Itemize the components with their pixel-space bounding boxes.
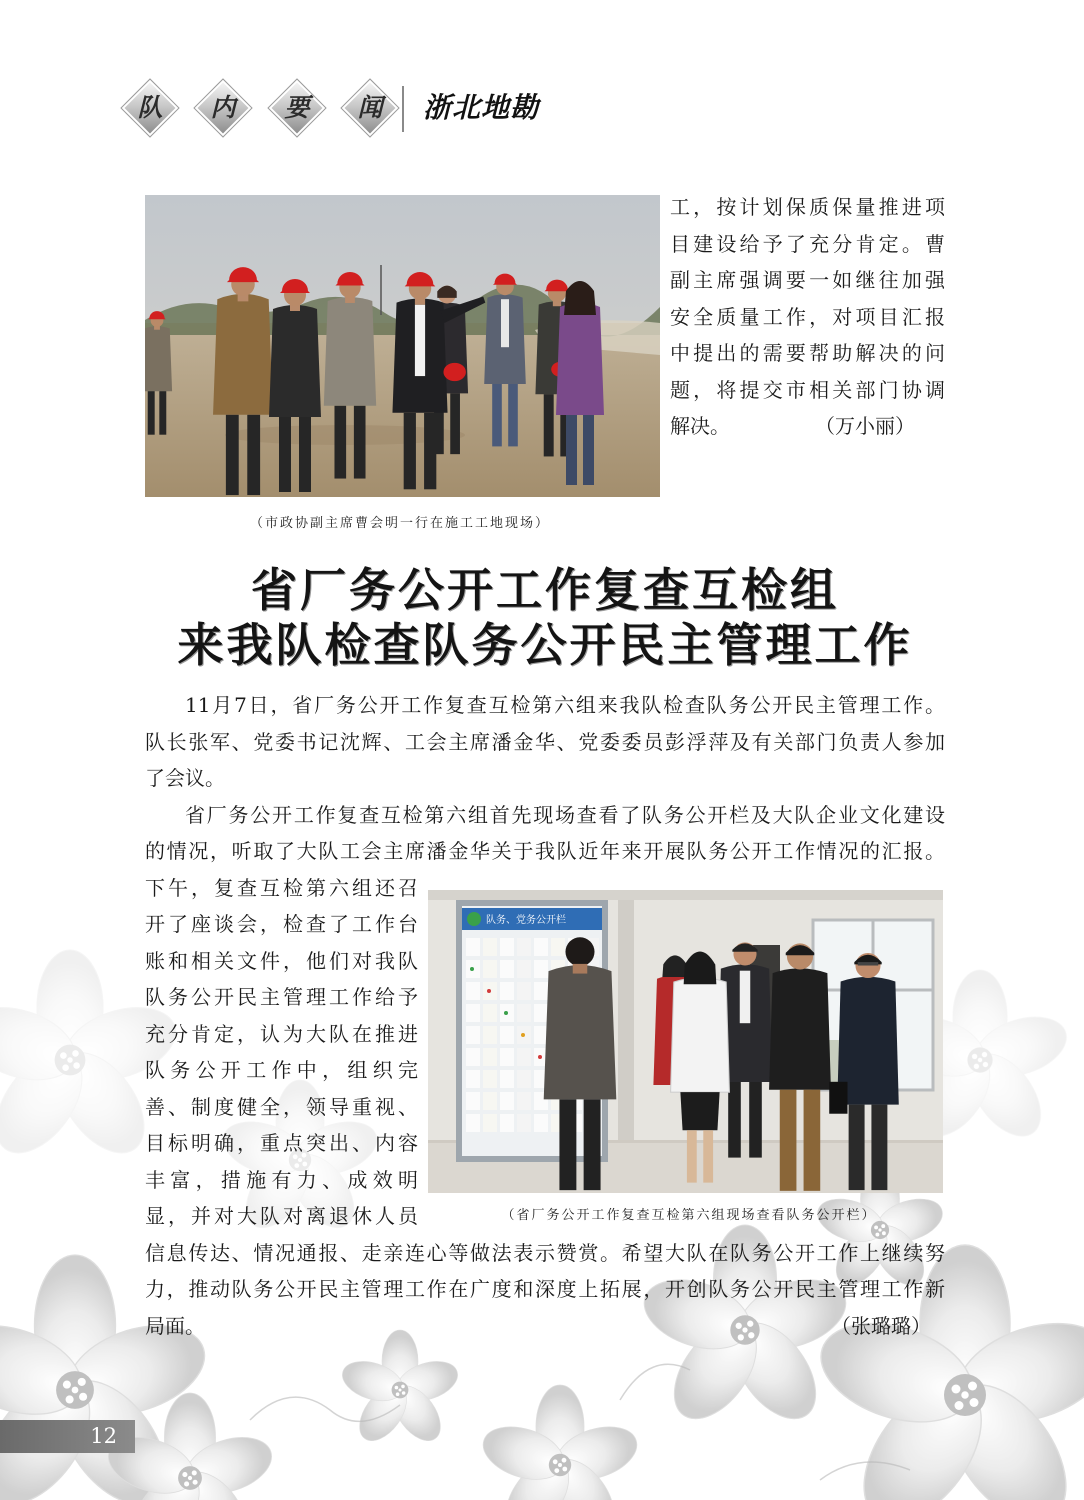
text-line-end: 解决。: [670, 414, 730, 438]
text-line: 题，将提交市相关部门协调: [670, 377, 945, 402]
section-char: 闻: [357, 93, 383, 122]
text-line: 目标明确，重点突出、内容: [145, 1131, 418, 1155]
photo-site-visit: [145, 195, 660, 497]
text-line: 工，按计划保质保量推进项: [670, 195, 945, 219]
section-badge: [199, 84, 247, 132]
section-badge: [126, 84, 174, 132]
text-line: 丰富，措施有力、成效明: [145, 1167, 418, 1192]
text-line: 力，推动队务公开民主管理工作在广度和深度上拓展，开创队务公开民主管理工作新: [145, 1277, 945, 1301]
photo-caption: （省厂务公开工作复查互检第六组现场查看队务公开栏）: [501, 1208, 877, 1223]
text-line: 了会议。: [145, 766, 225, 790]
text-line: 中提出的需要帮助解决的问: [670, 341, 945, 365]
text-line: [670, 408, 945, 445]
author-credit: （张璐璐）: [831, 1313, 931, 1338]
photo-bulletin-inspection: [428, 890, 943, 1193]
section-char: 要: [284, 93, 310, 122]
text-line: 善、制度健全，领导重视、: [145, 1094, 418, 1119]
text-line: 下午，复查互检第六组还召: [145, 875, 418, 900]
top-article-text: [670, 189, 945, 445]
text-line: 显，并对大队对离退休人员: [145, 1204, 418, 1228]
author-credit: （万小丽）: [815, 414, 915, 438]
text-line: 信息传达、情况通报、走亲连心等做法表示赞赏。希望大队在队务公开工作上继续努: [145, 1240, 945, 1265]
section-char: 内: [210, 93, 236, 122]
bulletin-board-sign: 队务、党务公开栏: [486, 915, 566, 926]
article-title: 来我队检查队务公开民主管理工作: [177, 618, 913, 672]
section-char: 队: [137, 93, 163, 122]
text-line: 安全质量工作，对项目汇报: [670, 304, 945, 329]
text-line: 目建设给予了充分肯定。曹: [670, 231, 945, 256]
text-line: 省厂务公开工作复查互检第六组首先现场查看了队务公开栏及大队企业文化建设: [185, 802, 945, 827]
photo-caption: （市政协副主席曹会明一行在施工工地现场）: [249, 516, 550, 531]
brand-logo-text: 浙北地勘: [423, 91, 540, 124]
page-number: 12: [90, 1424, 117, 1448]
text-line-end: 局面。: [145, 1313, 205, 1338]
section-badge: [273, 84, 321, 132]
text-line: 账和相关文件，他们对我队: [145, 948, 418, 973]
section-badge: [346, 84, 394, 132]
text-line: 队务公开民主管理工作给予: [145, 985, 418, 1009]
text-line: 的情况，听取了大队工会主席潘金华关于我队近年来开展队务公开工作情况的汇报。: [145, 839, 945, 863]
text-line: 队长张军、党委书记沈辉、工会主席潘金华、党委委员彭浮萍及有关部门负责人参加: [145, 729, 945, 754]
header-divider: [402, 86, 404, 132]
text-line: 11月7日，省厂务公开工作复查互检第六组来我队检查队务公开民主管理工作。: [185, 693, 945, 717]
page-number-box: [0, 1420, 135, 1453]
article-title: 省厂务公开工作复查互检组: [251, 563, 839, 617]
text-line: 充分肯定，认为大队在推进: [145, 1021, 418, 1046]
text-line: 副主席强调要一如继往加强: [670, 268, 945, 292]
text-line: [145, 1308, 945, 1345]
text-line: 开了座谈会，检查了工作台: [145, 912, 418, 936]
text-line: 队务公开工作中，组织完: [145, 1058, 418, 1082]
